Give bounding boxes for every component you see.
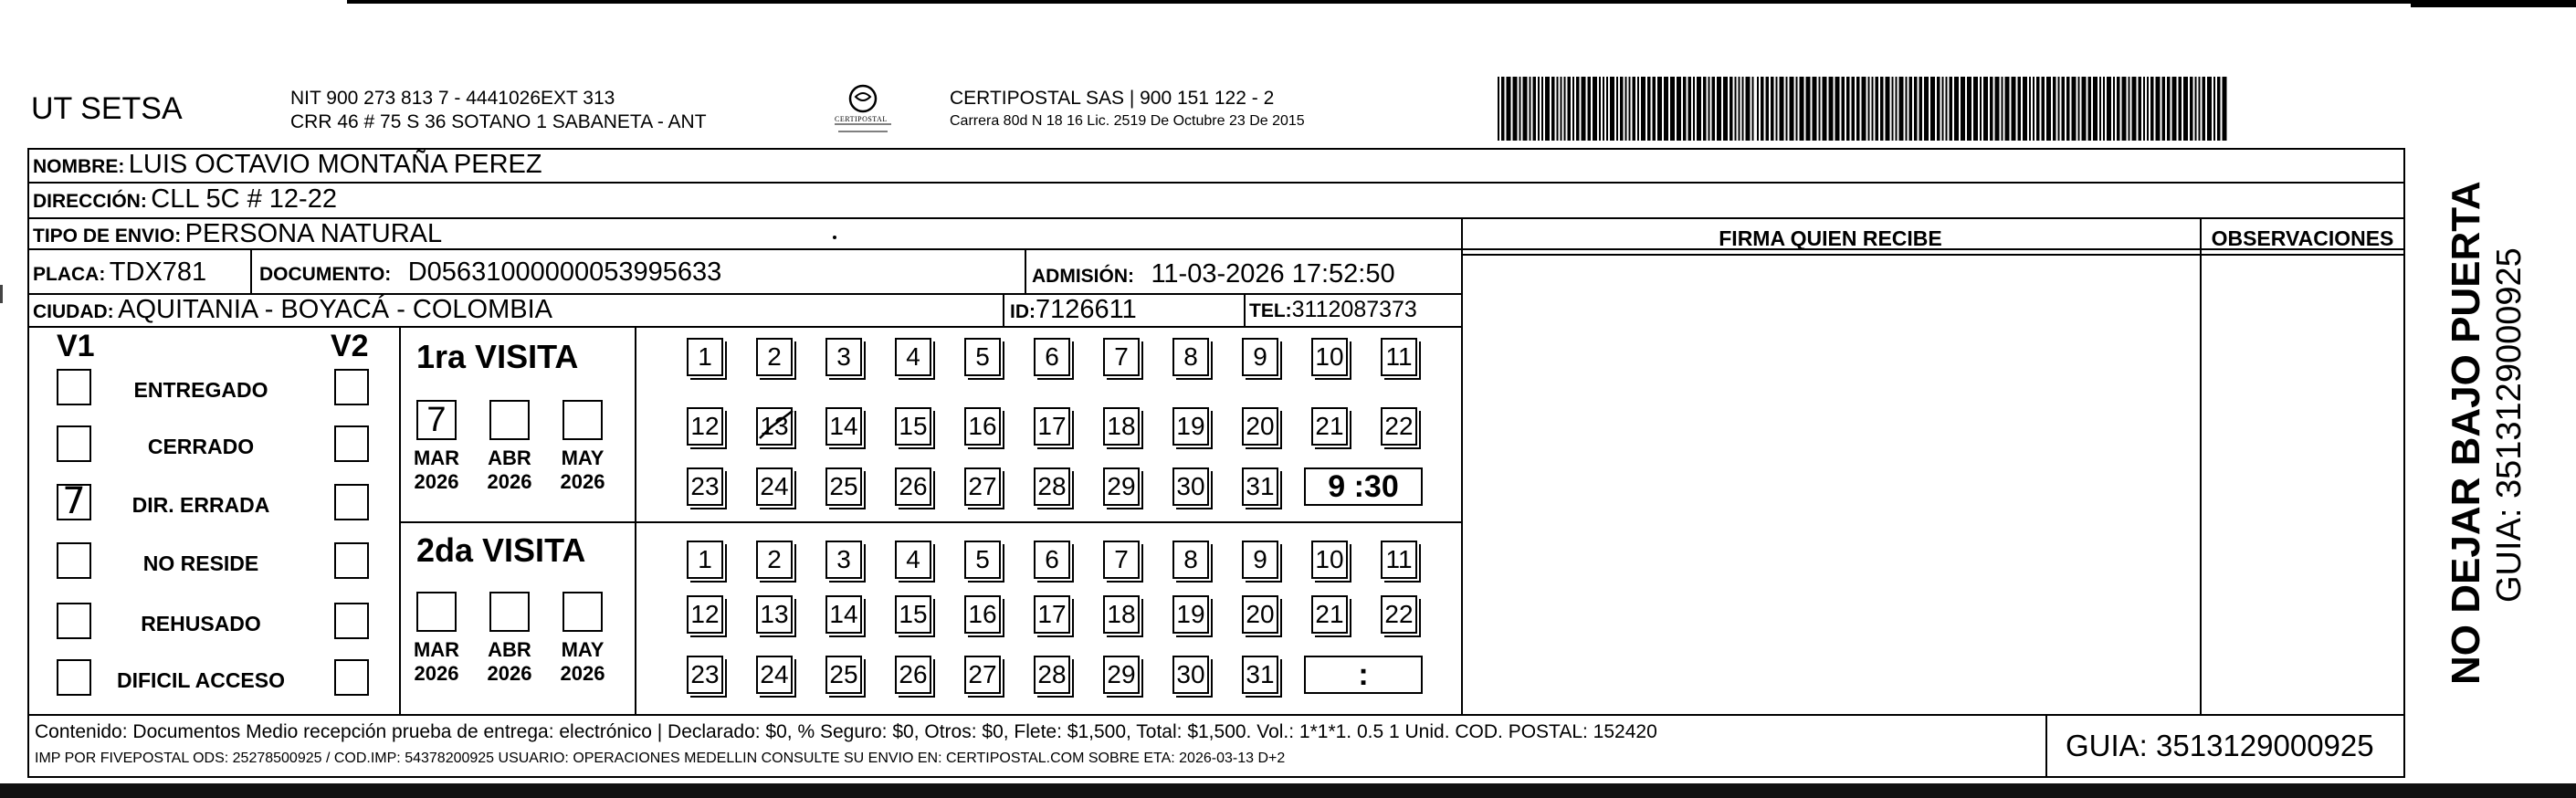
first-visit-day[interactable]: 1	[687, 338, 723, 376]
v1-checkbox[interactable]	[57, 603, 91, 639]
documento-value: D05631000000053995633	[407, 257, 722, 287]
footer-guia: GUIA: 3513129000925	[2066, 729, 2374, 762]
second-visit-day[interactable]: 5	[964, 541, 1001, 579]
second-visit-day[interactable]: 16	[964, 595, 1001, 634]
tel-value: 3112087373	[1291, 297, 1417, 322]
second-visit-day[interactable]: 29	[1103, 656, 1140, 694]
status-label: DIR. ERRADA	[131, 493, 270, 517]
second-visit-month-year: 2026	[414, 662, 459, 685]
first-visit-day[interactable]: 2	[756, 338, 793, 376]
v2-label: V2	[331, 329, 369, 363]
v1-checkbox[interactable]	[57, 369, 91, 405]
first-visit-day[interactable]: 30	[1172, 467, 1209, 506]
company-name: UT SETSA	[31, 91, 183, 126]
logo-text: CERTIPOSTAL	[835, 115, 888, 123]
first-visit-month-box[interactable]	[489, 400, 530, 440]
first-visit-day[interactable]: 22	[1381, 407, 1417, 446]
first-visit-month-year: 2026	[560, 470, 605, 493]
first-visit-month-box[interactable]	[563, 400, 603, 440]
second-visit-day[interactable]: 8	[1172, 541, 1209, 579]
first-visit-day[interactable]: 10	[1311, 338, 1348, 376]
second-visit-day[interactable]: 24	[756, 656, 793, 694]
tipo-label: TIPO DE ENVIO:	[33, 226, 182, 247]
first-visit-day[interactable]: 12	[687, 407, 723, 446]
id-row	[1010, 295, 1137, 325]
v2-checkbox[interactable]	[334, 542, 369, 579]
first-visit-title: 1ra VISITA	[416, 338, 579, 375]
first-visit-month-label: MAR	[413, 446, 460, 469]
rule-months-divider	[635, 326, 636, 714]
nombre-value: LUIS OCTAVIO MONTAÑA PEREZ	[128, 150, 542, 179]
v2-checkbox[interactable]	[334, 369, 369, 405]
barcode	[1498, 77, 2228, 141]
side-guia: GUIA: 3513129000925	[2490, 247, 2529, 603]
status-label: ENTREGADO	[133, 378, 268, 402]
first-visit-day[interactable]: 7	[1103, 338, 1140, 376]
tel-label: TEL:	[1249, 300, 1292, 321]
certipostal-logo-icon	[831, 82, 895, 137]
second-visit-day[interactable]: 26	[895, 656, 931, 694]
second-visit-day[interactable]: 25	[825, 656, 862, 694]
second-visit-month-year: 2026	[560, 662, 605, 685]
v2-checkbox[interactable]	[334, 425, 369, 462]
second-visit-day[interactable]: 15	[895, 595, 931, 634]
second-visit-day[interactable]: 21	[1311, 595, 1348, 634]
second-visit-day[interactable]: 17	[1034, 595, 1070, 634]
second-visit-day[interactable]: 18	[1103, 595, 1140, 634]
stray-dot	[833, 236, 836, 239]
id-label: ID:	[1010, 301, 1036, 322]
second-visit-day[interactable]: 31	[1242, 656, 1278, 694]
second-visit-month-label: MAR	[413, 638, 460, 661]
first-visit-day[interactable]: 4	[895, 338, 931, 376]
second-visit-day[interactable]: 13	[756, 595, 793, 634]
top-right-mark	[2411, 0, 2576, 7]
second-visit-day[interactable]: 2	[756, 541, 793, 579]
first-visit-day[interactable]: 23	[687, 467, 723, 506]
rule-before-footer	[27, 714, 2405, 716]
first-visit-day[interactable]: 18	[1103, 407, 1140, 446]
second-visit-month-box[interactable]	[416, 592, 457, 632]
rule-placa-divider	[250, 248, 252, 293]
second-visit-month-box[interactable]	[489, 592, 530, 632]
direccion-label: DIRECCIÓN:	[33, 191, 147, 212]
tipo-value: PERSONA NATURAL	[184, 219, 443, 248]
second-visit-day[interactable]: 19	[1172, 595, 1209, 634]
second-visit-day[interactable]: 6	[1034, 541, 1070, 579]
certipostal-logo	[831, 82, 895, 137]
rule-after-ciudad	[27, 326, 1461, 328]
second-visit-day[interactable]: 27	[964, 656, 1001, 694]
second-visit-day[interactable]: 30	[1172, 656, 1209, 694]
first-visit-day[interactable]: 26	[895, 467, 931, 506]
first-visit-month-year: 2026	[414, 470, 459, 493]
first-visit-day[interactable]: 29	[1103, 467, 1140, 506]
rule-right-of-fields	[1461, 217, 1463, 714]
v1-checkbox[interactable]	[57, 425, 91, 462]
first-visit-day[interactable]: 16	[964, 407, 1001, 446]
v1-checkbox[interactable]	[57, 542, 91, 579]
ciudad-row	[33, 295, 552, 325]
first-visit-month-label: ABR	[488, 446, 531, 469]
certi-line-1: CERTIPOSTAL SAS | 900 151 122 - 2	[950, 88, 1275, 109]
observaciones-header: OBSERVACIONES	[2211, 226, 2394, 250]
first-visit-day[interactable]: 5	[964, 338, 1001, 376]
first-visit-day[interactable]: 3	[825, 338, 862, 376]
second-visit-day[interactable]: 22	[1381, 595, 1417, 634]
admision-value: 11-03-2026 17:52:50	[1151, 259, 1395, 289]
admision-label: ADMISIÓN:	[1032, 266, 1134, 287]
firma-header: FIRMA QUIEN RECIBE	[1719, 226, 1942, 250]
first-visit-day[interactable]: 27	[964, 467, 1001, 506]
first-visit-day[interactable]: 25	[825, 467, 862, 506]
documento-row	[259, 257, 721, 288]
ciudad-value: AQUITANIA - BOYACÁ - COLOMBIA	[118, 295, 553, 324]
first-visit-day[interactable]: 11	[1381, 338, 1417, 376]
rule-admision-divider	[1025, 248, 1026, 293]
v2-checkbox[interactable]	[334, 484, 369, 520]
second-visit-day[interactable]: 20	[1242, 595, 1278, 634]
top-edge-line	[347, 0, 2438, 4]
documento-label: DOCUMENTO:	[259, 264, 392, 285]
second-visit-day[interactable]: 10	[1311, 541, 1348, 579]
first-visit-month-year: 2026	[487, 470, 532, 493]
second-visit-month-label: MAY	[561, 638, 605, 661]
certi-line-2: Carrera 80d N 18 16 Lic. 2519 De Octubre 23 De 2015	[950, 113, 1305, 129]
direccion-row	[33, 184, 337, 215]
first-visit-day[interactable]: 6	[1034, 338, 1070, 376]
second-visit-time-box[interactable]: :	[1304, 656, 1423, 694]
first-visit-day[interactable]: 15	[895, 407, 931, 446]
second-visit-day[interactable]: 9	[1242, 541, 1278, 579]
id-value: 7126611	[1036, 295, 1137, 324]
left-edge-mark	[0, 285, 3, 303]
placa-row	[33, 257, 206, 288]
day-13-strike-mark	[756, 407, 796, 447]
second-visit-day[interactable]: 11	[1381, 541, 1417, 579]
first-visit-day[interactable]: 19	[1172, 407, 1209, 446]
second-visit-day[interactable]: 14	[825, 595, 862, 634]
first-visit-day[interactable]: 24	[756, 467, 793, 506]
first-visit-day[interactable]: 14	[825, 407, 862, 446]
placa-label: PLACA:	[33, 264, 106, 285]
v2-checkbox[interactable]	[334, 659, 369, 696]
admision-row	[1032, 259, 1395, 289]
nit-line-2: CRR 46 # 75 S 36 SOTANO 1 SABANETA - ANT	[290, 111, 707, 132]
second-visit-day[interactable]: 7	[1103, 541, 1140, 579]
rule-after-nombre	[27, 182, 2405, 184]
rule-tel-divider	[1244, 293, 1246, 326]
first-visit-day[interactable]: 8	[1172, 338, 1209, 376]
footer-line-2: IMP POR FIVEPOSTAL ODS: 25278500925 / COD.IMP: 54378200925 USUARIO: OPERACIONES MEDELLIN CONSULTE SU ENVIO EN: CERTIPOSTAL.COM SOBRE ETA: 2026-03-13 D+2	[35, 751, 1286, 766]
tipo-row	[33, 219, 442, 249]
second-visit-day[interactable]: 12	[687, 595, 723, 634]
placa-value: TDX781	[109, 257, 207, 287]
status-label: CERRADO	[147, 435, 255, 458]
rule-status-divider	[399, 326, 401, 714]
first-visit-day[interactable]: 21	[1311, 407, 1348, 446]
no-dejar-bajo-puerta: NO DEJAR BAJO PUERTA	[2444, 181, 2488, 685]
second-visit-month-label: ABR	[488, 638, 531, 661]
nit-line-1: NIT 900 273 813 7 - 4441026EXT 313	[290, 88, 615, 109]
rule-footer-guia-divider	[2045, 714, 2047, 778]
status-label: NO RESIDE	[142, 551, 259, 575]
second-visit-day[interactable]: 3	[825, 541, 862, 579]
second-visit-day[interactable]: 28	[1034, 656, 1070, 694]
tel-row	[1249, 297, 1417, 323]
rule-mid-visits	[399, 521, 1461, 523]
nombre-label: NOMBRE:	[33, 156, 125, 177]
v2-checkbox[interactable]	[334, 603, 369, 639]
first-visit-day[interactable]: 31	[1242, 467, 1278, 506]
second-visit-day[interactable]: 1	[687, 541, 723, 579]
first-visit-month-box[interactable]: 7	[416, 400, 457, 440]
first-visit-day[interactable]: 28	[1034, 467, 1070, 506]
first-visit-month-label: MAY	[561, 446, 605, 469]
rule-id-divider	[1003, 293, 1004, 326]
nombre-row	[33, 150, 542, 180]
status-label: DIFICIL ACCESO	[116, 668, 285, 692]
second-visit-day[interactable]: 4	[895, 541, 931, 579]
v1-checkbox[interactable]	[57, 659, 91, 696]
second-visit-day[interactable]: 23	[687, 656, 723, 694]
first-visit-day[interactable]: 20	[1242, 407, 1278, 446]
v1-label: V1	[57, 329, 95, 363]
second-visit-title: 2da VISITA	[416, 531, 586, 569]
first-visit-day[interactable]: 9	[1242, 338, 1278, 376]
footer-line-1: Contenido: Documentos Medio recepción prueba de entrega: electrónico | Declarado: $0, % Seguro: $0, Otros: $0, Flete: $1,500, Total: $1,500. Vol.: 1*1*1. 0.5 1 Unid. COD. POSTAL: 152420	[35, 721, 1657, 742]
v1-checkbox[interactable]: 7	[57, 484, 91, 520]
first-visit-day[interactable]: 17	[1034, 407, 1070, 446]
rule-under-right-headers	[1461, 254, 2405, 256]
ciudad-label: CIUDAD:	[33, 301, 114, 322]
bottom-edge-line	[0, 783, 2576, 798]
second-visit-month-year: 2026	[487, 662, 532, 685]
first-visit-day[interactable]: 13	[756, 407, 793, 446]
rule-obs-divider	[2200, 217, 2202, 714]
first-visit-time-box[interactable]: 9 :30	[1304, 467, 1423, 506]
status-label: REHUSADO	[141, 612, 261, 635]
direccion-value: CLL 5C # 12-22	[151, 184, 337, 214]
second-visit-month-box[interactable]	[563, 592, 603, 632]
